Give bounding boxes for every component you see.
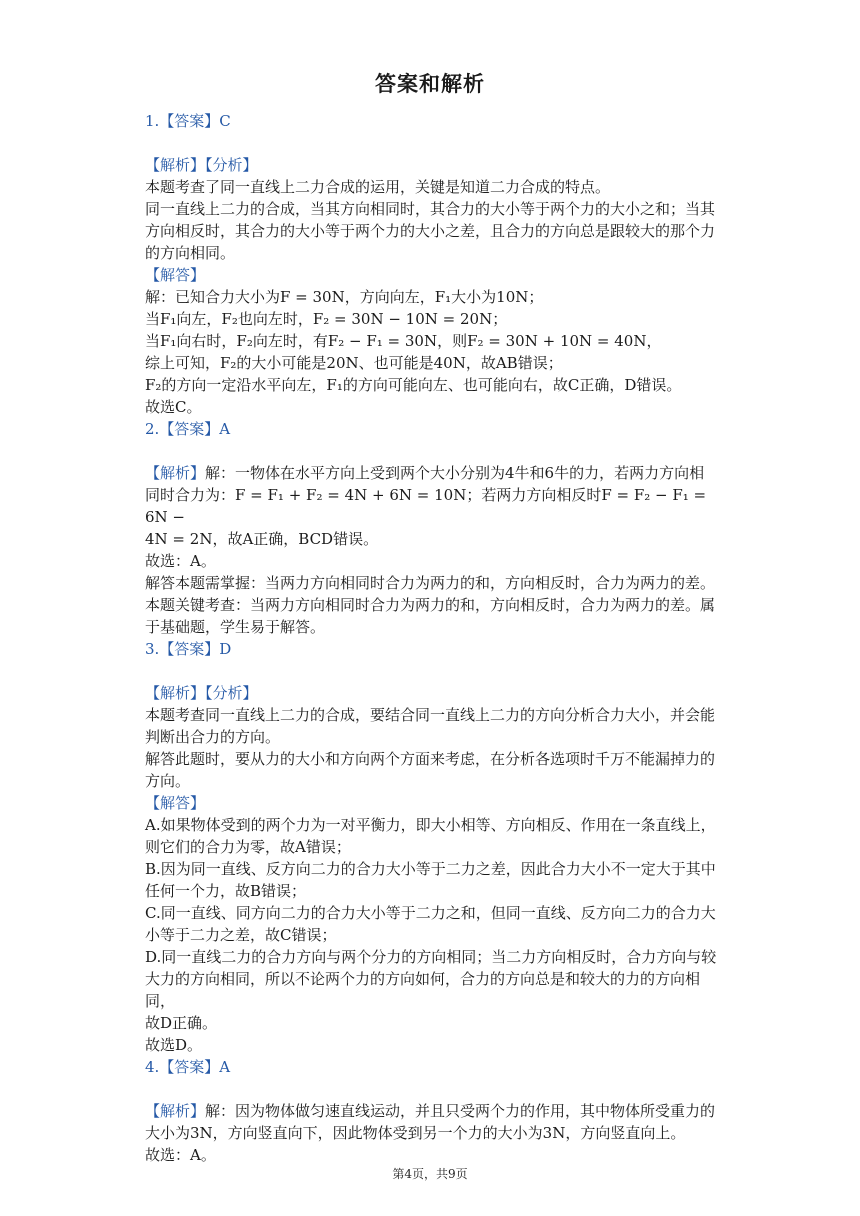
q3-analysis-head: 【解析】【分析】 xyxy=(145,684,258,702)
answer-content xyxy=(145,110,717,1166)
q1-line-0: 本题考查了同一直线上二力合成的运用，关键是知道二力合成的特点。 xyxy=(145,178,611,196)
q2-answer: 2.【答案】A xyxy=(145,420,231,438)
q3-lines xyxy=(145,704,717,1056)
q4-line-0: 解：因为物体做匀速直线运动，并且只受两个力的作用，其中物体所受重力的 xyxy=(205,1102,716,1120)
page-footer: 第4页，共9页 xyxy=(392,1167,468,1181)
q3-line-6: 则它们的合力为零，故A错误； xyxy=(145,838,351,856)
q3-line-1: 判断出合力的方向。 xyxy=(145,728,281,746)
q4-analysis-head: 【解析】 xyxy=(145,1102,206,1120)
q3-line-2: 解答此题时，要从力的大小和方向两个方面来考虑，在分析各选项时千万不能漏掉力的 xyxy=(145,750,716,768)
q2-lines xyxy=(145,484,717,638)
q1-line-7: 当F₁向右时，F₂向左时，有F₂ − F₁ = 30N，则F₂ = 30N + 10N = 40N， xyxy=(145,332,662,350)
q3-line-12: 大力的方向相同，所以不论两个力的方向如何，合力的方向总是和较大的力的方向相同， xyxy=(145,970,701,1010)
q2-line-1: 同时合力为：F = F₁ + F₂ = 4N + 6N = 10N；若两力方向相反时F = F₂ − F₁ = 6N − xyxy=(145,486,707,526)
q2-line-6: 于基础题，学生易于解答。 xyxy=(145,618,326,636)
q3-line-0: 本题考查同一直线上二力的合成，要结合同一直线上二力的方向分析合力大小，并会能 xyxy=(145,706,716,724)
q3-line-9: C.同一直线、同方向二力的合力大小等于二力之和，但同一直线、反方向二力的合力大 xyxy=(145,904,716,922)
q4-answer: 4.【答案】A xyxy=(145,1058,231,1076)
q2-line-0: 解：一物体在水平方向上受到两个大小分别为4牛和6牛的力，若两力方向相 xyxy=(205,464,705,482)
q2-line-5: 本题关键考查：当两力方向相同时合力为两力的和，方向相反时，合力为两力的差。属 xyxy=(145,596,716,614)
q3-line-11: D.同一直线二力的合力方向与两个分力的方向相同；当二力方向相反时，合力方向与较 xyxy=(145,948,717,966)
q3-line-8: 任何一个力，故B错误； xyxy=(145,882,307,900)
q1-line-8: 综上可知，F₂的大小可能是20N、也可能是40N，故AB错误； xyxy=(145,354,563,372)
q1-line-3: 的方向相同。 xyxy=(145,244,236,262)
q3-line-13: 故D正确。 xyxy=(145,1014,218,1032)
q3-line-10: 小等于二力之差，故C错误； xyxy=(145,926,337,944)
q3-answer: 3.【答案】D xyxy=(145,640,232,658)
q4-line-2: 故选：A。 xyxy=(145,1146,216,1164)
q4-lines xyxy=(145,1122,717,1166)
q1-lines xyxy=(145,176,717,418)
q2-line-3: 故选：A。 xyxy=(145,552,216,570)
q1-line-4: 【解答】 xyxy=(145,266,206,284)
q1-line-10: 故选C。 xyxy=(145,398,202,416)
q1-answer: 1.【答案】C xyxy=(145,112,231,130)
q1-line-1: 同一直线上二力的合成，当其方向相同时，其合力的大小等于两个力的大小之和；当其 xyxy=(145,200,716,218)
q3-line-5: A.如果物体受到的两个力为一对平衡力，即大小相等、方向相反、作用在一条直线上， xyxy=(145,816,716,834)
q2-line-2: 4N = 2N，故A正确，BCD错误。 xyxy=(145,530,379,548)
q1-line-5: 解：已知合力大小为F = 30N，方向向左，F₁大小为10N； xyxy=(145,288,544,306)
q1-line-2: 方向相反时，其合力的大小等于两个力的大小之差，且合力的方向总是跟较大的那个力 xyxy=(145,222,716,240)
q4-line-1: 大小为3N，方向竖直向下，因此物体受到另一个力的大小为3N，方向竖直向上。 xyxy=(145,1124,686,1142)
q3-line-14: 故选D。 xyxy=(145,1036,203,1054)
q2-analysis-block xyxy=(145,462,717,484)
q3-line-4: 【解答】 xyxy=(145,794,206,812)
q1-line-9: F₂的方向一定沿水平向左，F₁的方向可能向左、也可能向右，故C正确，D错误。 xyxy=(145,376,682,394)
q2-analysis-head: 【解析】 xyxy=(145,464,206,482)
q1-line-6: 当F₁向左，F₂也向左时，F₂ = 30N − 10N = 20N； xyxy=(145,310,508,328)
q3-line-7: B.因为同一直线、反方向二力的合力大小等于二力之差，因此合力大小不一定大于其中 xyxy=(145,860,716,878)
q1-analysis-head: 【解析】【分析】 xyxy=(145,156,258,174)
page-title: 答案和解析 xyxy=(375,72,485,96)
q3-line-3: 方向。 xyxy=(145,772,191,790)
q2-line-4: 解答本题需掌握：当两力方向相同时合力为两力的和，方向相反时，合力为两力的差。 xyxy=(145,574,716,592)
q4-analysis-block xyxy=(145,1100,717,1122)
